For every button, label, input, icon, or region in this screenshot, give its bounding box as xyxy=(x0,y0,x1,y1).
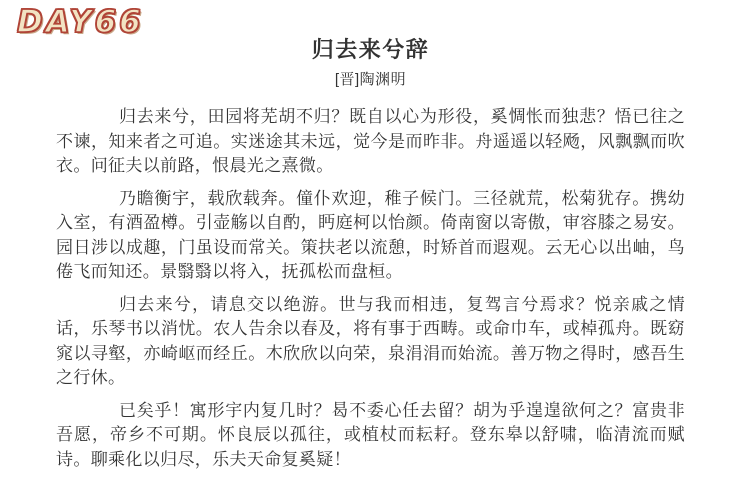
paragraph-4: 已矣乎！寓形宇内复几时？曷不委心任去留？胡为乎遑遑欲何之？富贵非吾愿，帝乡不可期。怀良辰以孤往，或植杖而耘耔。登东皋以舒啸，临清流而赋诗。聊乘化以归尽，乐夫天命复奚疑！ xyxy=(56,400,685,469)
article-author: [晋]陶渊明 xyxy=(334,71,407,88)
article-body xyxy=(56,105,685,472)
paragraph-2: 乃瞻衡宇，载欣载奔。僮仆欢迎，稚子候门。三径就荒，松菊犹存。携幼入室，有酒盈樽。引壶觞以自酌，眄庭柯以怡颜。倚南窗以寄傲，审容膝之易安。园日涉以成趣，门虽设而常关。策扶老以流憩，时矫首而遐观。云无心以出岫，鸟倦飞而知还。景翳翳以将入，抚孤松而盘桓。 xyxy=(56,188,685,281)
paragraph-3: 归去来兮，请息交以绝游。世与我而相违，复驾言兮焉求？悦亲戚之情话，乐琴书以消忧。农人告余以春及，将有事于西畴。或命巾车，或棹孤舟。既窈窕以寻壑，亦崎岖而经丘。木欣欣以向荣，泉涓涓而始流。善万物之得时，感吾生之行休。 xyxy=(56,294,685,387)
paragraph-1: 归去来兮，田园将芜胡不归？既自以心为形役，奚惆怅而独悲？悟已往之不谏，知来者之可追。实迷途其未远，觉今是而昨非。舟遥遥以轻飏，风飘飘而吹衣。问征夫以前路，恨晨光之熹微。 xyxy=(56,107,685,175)
article-title: 归去来兮辞 xyxy=(311,37,430,62)
article xyxy=(56,38,685,472)
day66-logo: DAY66 xyxy=(17,4,144,40)
